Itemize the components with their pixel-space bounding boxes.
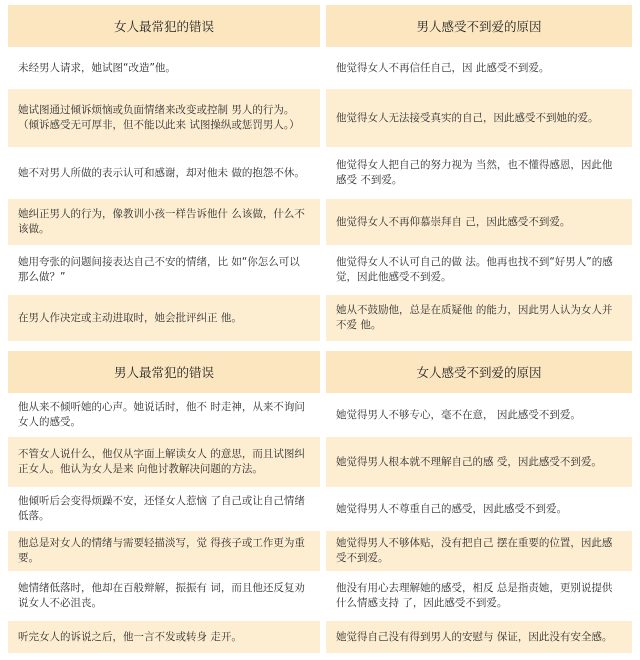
mistake-cell: 她不对男人所做的表示认可和感谢，却对他未 做的抱怨不休。 bbox=[8, 149, 320, 197]
table-row bbox=[8, 199, 632, 245]
reason-cell: 她觉得男人不够体贴，没有把自己 摆在重要的位置，因此感受不到爱。 bbox=[320, 531, 632, 571]
table-header-row bbox=[8, 5, 632, 47]
reason-cell: 她觉得自己没有得到男人的安慰与 保证，因此没有安全感。 bbox=[320, 621, 632, 653]
table-row bbox=[8, 247, 632, 293]
table-row bbox=[8, 295, 632, 341]
column-header: 女人感受不到爱的原因 bbox=[320, 351, 632, 393]
table-row bbox=[8, 573, 632, 619]
reason-cell: 她觉得男人根本就不理解自己的感 受，因此感受不到爱。 bbox=[320, 437, 632, 487]
mistake-cell: 他总是对女人的情绪与需要轻描淡写，觉 得孩子或工作更为重要。 bbox=[8, 531, 320, 571]
reason-cell: 她觉得男人不够专心，毫不在意， 因此感受不到爱。 bbox=[320, 395, 632, 435]
mistake-cell: 未经男人请求，她试图“改造”他。 bbox=[8, 49, 320, 87]
mistake-cell: 她用夸张的问题间接表达自己不安的情绪，比 如“你怎么可以那么做？” bbox=[8, 247, 320, 293]
mistake-cell: 在男人作决定或主动进取时，她会批评纠正 他。 bbox=[8, 295, 320, 341]
mistake-cell: 她试图通过倾诉烦恼或负面情绪来改变或控制 男人的行为。（倾诉感受无可厚非，但不能以此来 试图操纵或惩罚男人。） bbox=[8, 89, 320, 147]
reason-cell: 他没有用心去理解她的感受，相反 总是指责她，更别说提供什么情感支持 了，因此感受不到爱。 bbox=[320, 573, 632, 619]
column-header: 男人感受不到爱的原因 bbox=[320, 5, 632, 47]
table-row bbox=[8, 395, 632, 435]
mistake-cell: 不管女人说什么，他仅从字面上解读女人 的意思，而且试图纠正女人。他认为女人是来 向他讨教解决问题的方法。 bbox=[8, 437, 320, 487]
reason-cell: 她觉得男人不尊重自己的感受，因此感受不到爱。 bbox=[320, 489, 632, 529]
women-mistakes-table bbox=[8, 3, 632, 343]
mistake-cell: 他从来不倾听她的心声。她说话时，他不 时走神，从来不询问女人的感受。 bbox=[8, 395, 320, 435]
reason-cell: 他觉得女人不再仰慕崇拜自 己，因此感受不到爱。 bbox=[320, 199, 632, 245]
table-row bbox=[8, 621, 632, 653]
reason-cell: 他觉得女人无法接受真实的自己，因此感受不到她的爱。 bbox=[320, 89, 632, 147]
column-header: 男人最常犯的错误 bbox=[8, 351, 320, 393]
mistake-cell: 他倾听后会变得烦躁不安，还怪女人惹恼 了自己或让自己情绪低落。 bbox=[8, 489, 320, 529]
mistake-cell: 她情绪低落时，他却在百般辩解，振振有 词，而且他还反复劝说女人不必沮丧。 bbox=[8, 573, 320, 619]
table-row bbox=[8, 437, 632, 487]
table-row bbox=[8, 489, 632, 529]
table-row bbox=[8, 89, 632, 147]
mistake-cell: 她纠正男人的行为，像教训小孩一样告诉他什 么该做，什么不该做。 bbox=[8, 199, 320, 245]
reason-cell: 他觉得女人不认可自己的做 法。他再也找不到“好男人”的感觉，因此他感受不到爱。 bbox=[320, 247, 632, 293]
table-row bbox=[8, 531, 632, 571]
mistake-cell: 听完女人的诉说之后，他一言不发或转身 走开。 bbox=[8, 621, 320, 653]
men-mistakes-table bbox=[8, 349, 632, 655]
reason-cell: 她从不鼓励他，总是在质疑他 的能力，因此男人认为女人并不爱 他。 bbox=[320, 295, 632, 341]
table-header-row bbox=[8, 351, 632, 393]
reason-cell: 他觉得女人不再信任自己，因 此感受不到爱。 bbox=[320, 49, 632, 87]
reason-cell: 他觉得女人把自己的努力视为 当然，也不懂得感恩，因此他感受 不到爱。 bbox=[320, 149, 632, 197]
table-row bbox=[8, 49, 632, 87]
table-row bbox=[8, 149, 632, 197]
column-header: 女人最常犯的错误 bbox=[8, 5, 320, 47]
